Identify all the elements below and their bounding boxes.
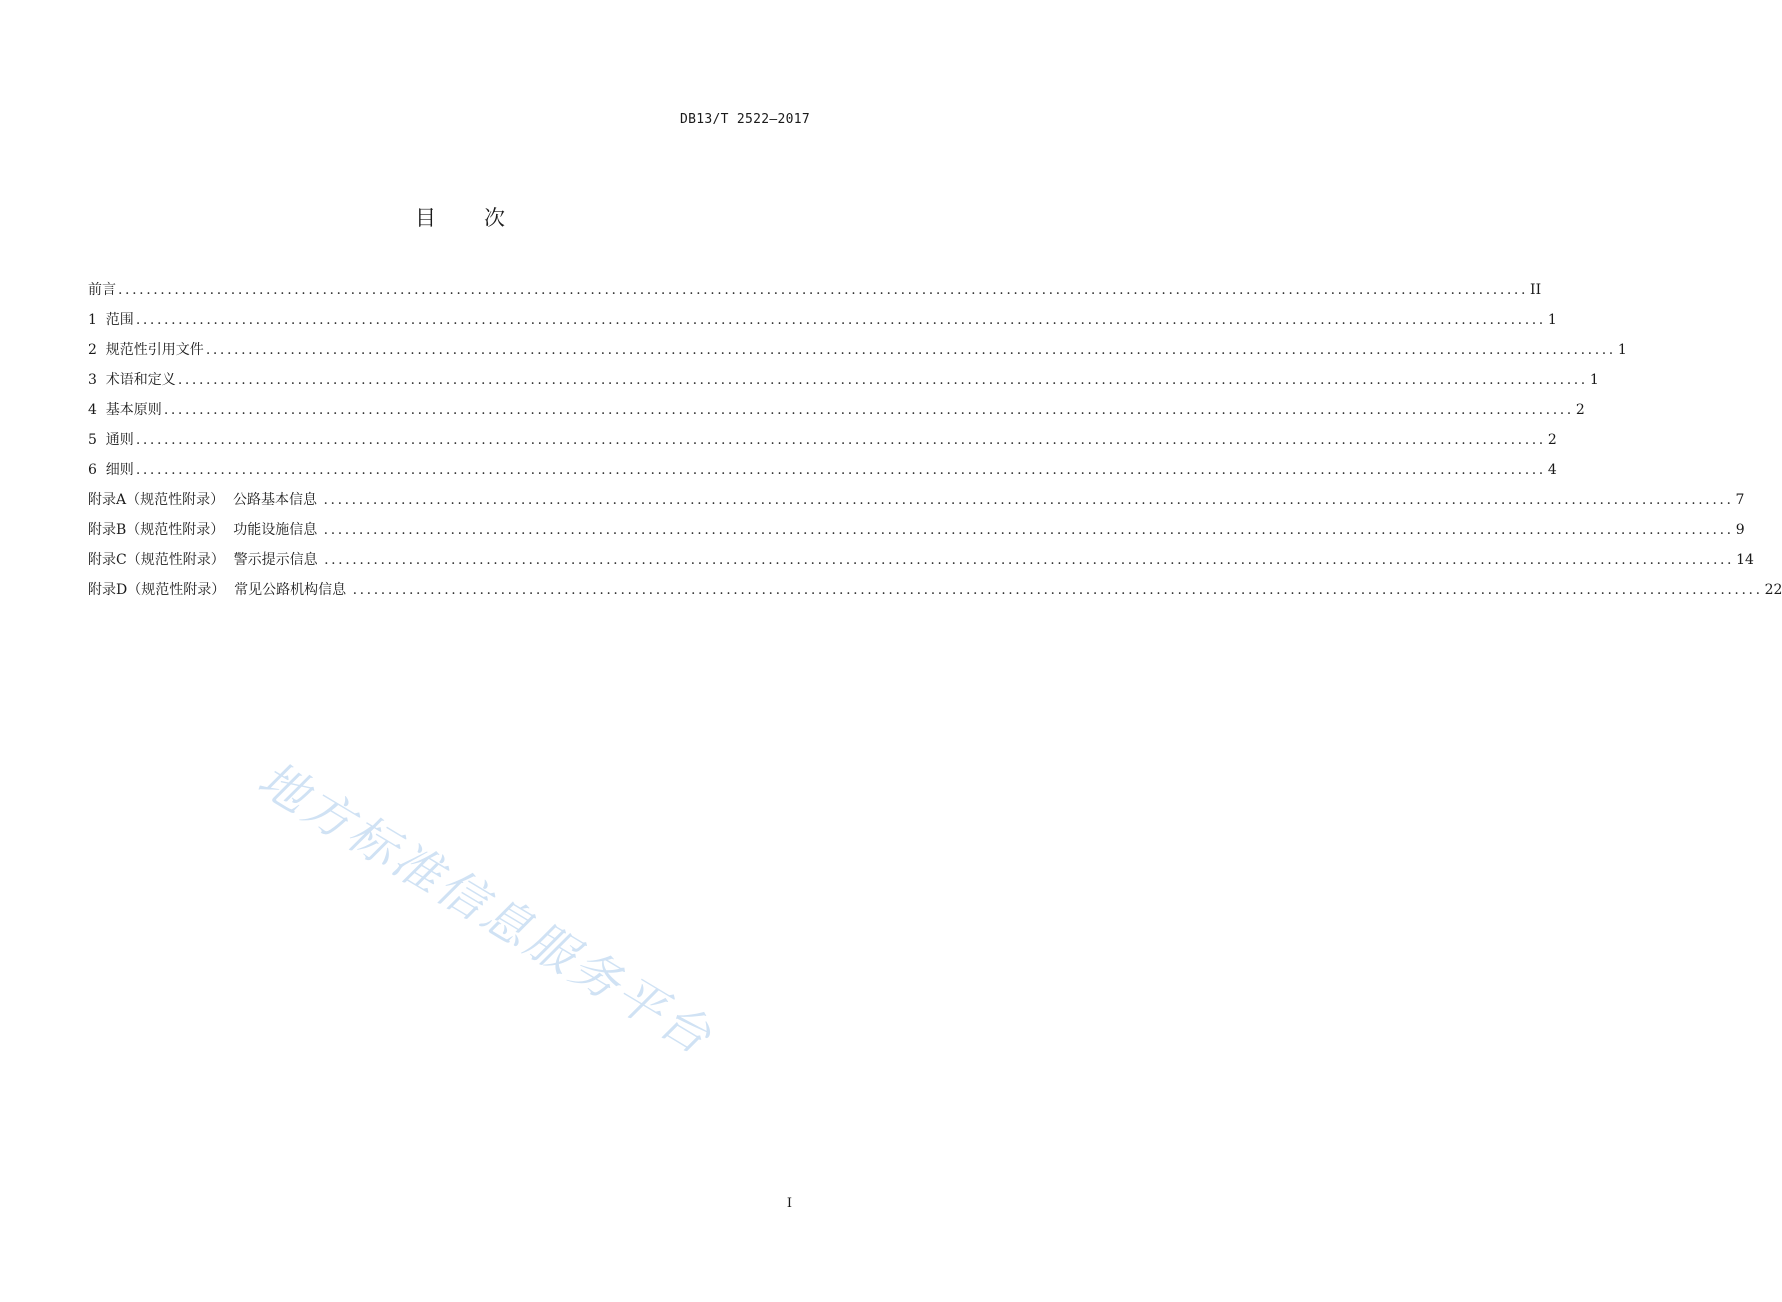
toc-entry-basic-principles[interactable] <box>88 399 1585 429</box>
toc-entry-page: 7 <box>1735 492 1745 508</box>
dot-leader: ........................................................................................................................................................................................................ <box>163 402 1574 418</box>
toc-entry-label: 附录C（规范性附录） 警示提示信息 <box>88 552 323 568</box>
dot-leader: ........................................................................................................................................................................................................ <box>205 342 1616 358</box>
table-of-contents <box>88 279 1782 609</box>
toc-entry-normative-references[interactable] <box>88 339 1627 369</box>
toc-entry-page: 1 <box>1617 342 1627 358</box>
toc-entry-page: 1 <box>1547 312 1557 328</box>
toc-entry-label: 4 基本原则 <box>88 402 162 418</box>
toc-entry-foreword[interactable] <box>88 279 1542 309</box>
toc-entry-general-rules[interactable] <box>88 429 1557 459</box>
dot-leader: ........................................................................................................................................................................................................ <box>135 432 1546 448</box>
toc-entry-annex-c[interactable] <box>88 549 1754 579</box>
toc-entry-label: 附录B（规范性附录） 功能设施信息 <box>88 522 322 538</box>
toc-entry-page: 2 <box>1575 402 1585 418</box>
dot-leader: ........................................................................................................................................................................................................ <box>118 282 1529 298</box>
toc-entry-detailed-rules[interactable] <box>88 459 1557 489</box>
toc-entry-label: 附录A（规范性附录） 公路基本信息 <box>88 492 322 508</box>
dot-leader: ........................................................................................................................................................................................................ <box>323 522 1734 538</box>
document-code: DB13/T 2522—2017 <box>679 112 810 127</box>
page-number: I <box>786 1196 792 1211</box>
dot-leader: ........................................................................................................................................................................................................ <box>135 462 1546 478</box>
toc-entry-label: 6 细则 <box>88 462 134 478</box>
dot-leader: ........................................................................................................................................................................................................ <box>135 312 1546 328</box>
title-char-2: 次 <box>484 206 505 230</box>
toc-entry-page: 9 <box>1735 522 1745 538</box>
dot-leader: ........................................................................................................................................................................................................ <box>324 552 1735 568</box>
toc-entry-label: 1 范围 <box>88 312 134 328</box>
toc-entry-page: 1 <box>1589 372 1599 388</box>
dot-leader: ........................................................................................................................................................................................................ <box>177 372 1588 388</box>
watermark: 地方标准信息服务平台 <box>248 750 723 1067</box>
toc-entry-label: 3 术语和定义 <box>88 372 176 388</box>
toc-entry-scope[interactable] <box>88 309 1557 339</box>
toc-entry-annex-b[interactable] <box>88 519 1745 549</box>
toc-entry-annex-d[interactable] <box>88 579 1782 609</box>
dot-leader: ........................................................................................................................................................................................................ <box>352 582 1763 598</box>
dot-leader: ........................................................................................................................................................................................................ <box>323 492 1734 508</box>
toc-entry-page: 22 <box>1764 582 1782 598</box>
toc-entry-label: 前言 <box>88 282 116 298</box>
toc-entry-label: 5 通则 <box>88 432 134 448</box>
title-char-1: 目 <box>415 206 436 230</box>
toc-entry-page: II <box>1530 282 1542 298</box>
toc-entry-page: 2 <box>1547 432 1557 448</box>
toc-entry-page: 14 <box>1736 552 1754 568</box>
toc-entry-label: 附录D（规范性附录） 常见公路机构信息 <box>88 582 351 598</box>
page-title <box>0 202 920 232</box>
toc-entry-page: 4 <box>1547 462 1557 478</box>
toc-entry-terms-definitions[interactable] <box>88 369 1599 399</box>
toc-entry-annex-a[interactable] <box>88 489 1745 519</box>
toc-entry-label: 2 规范性引用文件 <box>88 342 204 358</box>
